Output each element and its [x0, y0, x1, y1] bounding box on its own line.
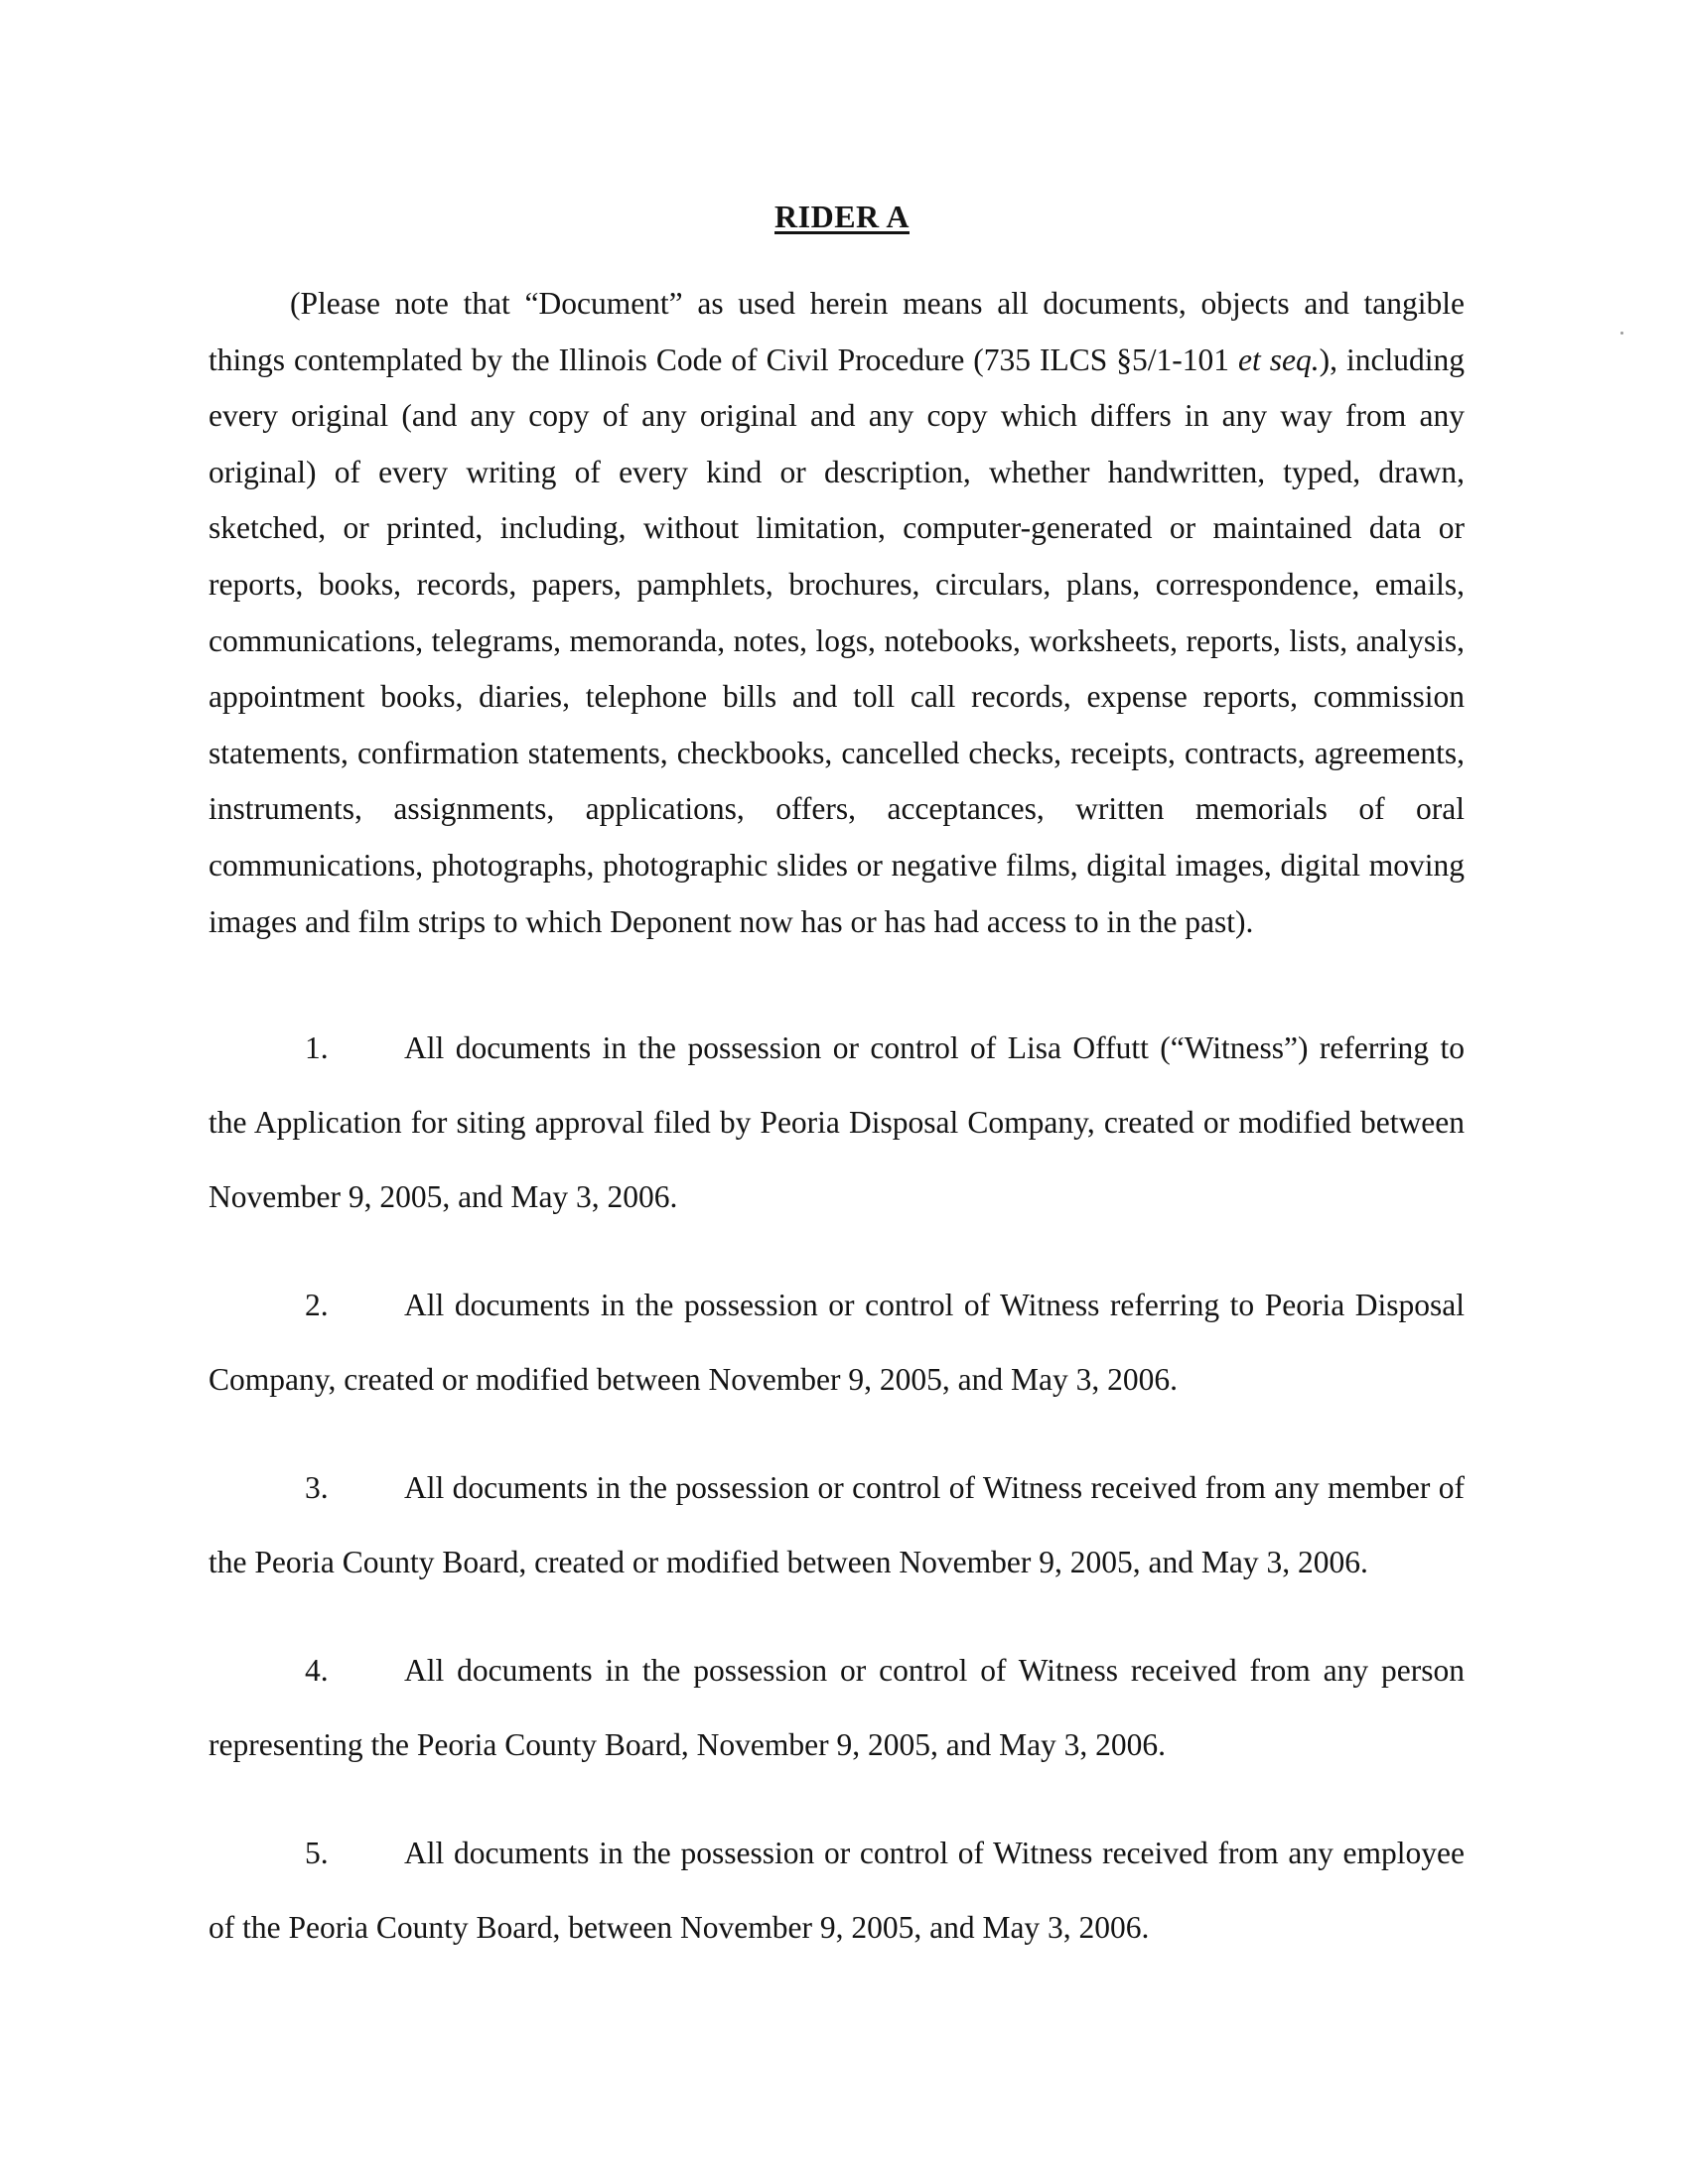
request-item-number: 2.	[305, 1288, 329, 1322]
request-item-number: 4.	[305, 1653, 329, 1688]
request-item	[209, 1011, 1465, 1234]
request-item-number: 5.	[305, 1836, 329, 1870]
request-item-text: All documents in the possession or control of Witness received from any employee of the Peoria County Board, between November 9, 2005, and May 3, 2006.	[209, 1836, 1465, 1945]
definition-text-start: (Please note that “Document” as used herein means all documents, objects and tangible things contemplated by the Illinois Code of Civil Procedure (735 ILCS §5/1-101	[209, 286, 1465, 377]
request-item-text: All documents in the possession or control of Witness received from any person representing the Peoria County Board, November 9, 2005, and May 3, 2006.	[209, 1653, 1465, 1762]
request-item-text: All documents in the possession or control of Witness received from any member of the Peoria County Board, created or modified between November 9, 2005, and May 3, 2006.	[209, 1470, 1465, 1579]
request-item	[209, 1633, 1465, 1782]
document-title: RIDER A	[774, 199, 910, 234]
scan-speck	[1620, 332, 1623, 335]
request-item	[209, 1268, 1465, 1417]
request-item	[209, 1816, 1465, 1965]
request-list	[209, 1011, 1465, 1998]
definition-text-end: ), including every original (and any copy of any original and any copy which differs in any way from any original) of every writing of every kind or description, whether handwritten, typed, drawn, sketched, or printed, including, without limitation, computer-generated or maintained data or reports, books, records, papers, pamphlets, brochures, circulars, plans, correspondence, emails, communications, telegrams, memoranda, notes, logs, notebooks, worksheets, reports, lists, analysis, appointment books, diaries, telephone bills and toll call records, expense reports, commission statements, confirmation statements, checkbooks, cancelled checks, receipts, contracts, agreements, instruments, assignments, applications, offers, acceptances, written memorials of oral communications, photographs, photographic slides or negative films, digital images, digital moving images and film strips to which Deponent now has or has had access to in the past).	[209, 341, 1465, 939]
request-item-number: 1.	[305, 1030, 329, 1065]
request-item-text: All documents in the possession or control of Witness referring to Peoria Disposal Company, created or modified between November 9, 2005, and May 3, 2006.	[209, 1288, 1465, 1397]
definition-paragraph	[209, 276, 1465, 950]
definition-text-italic: et seq.	[1238, 341, 1320, 377]
request-item-number: 3.	[305, 1470, 329, 1505]
request-item	[209, 1450, 1465, 1599]
request-item-text: All documents in the possession or control of Lisa Offutt (“Witness”) referring to the Application for siting approval filed by Peoria Disposal Company, created or modified between November 9, 2005, and May 3, 2006.	[209, 1030, 1465, 1214]
